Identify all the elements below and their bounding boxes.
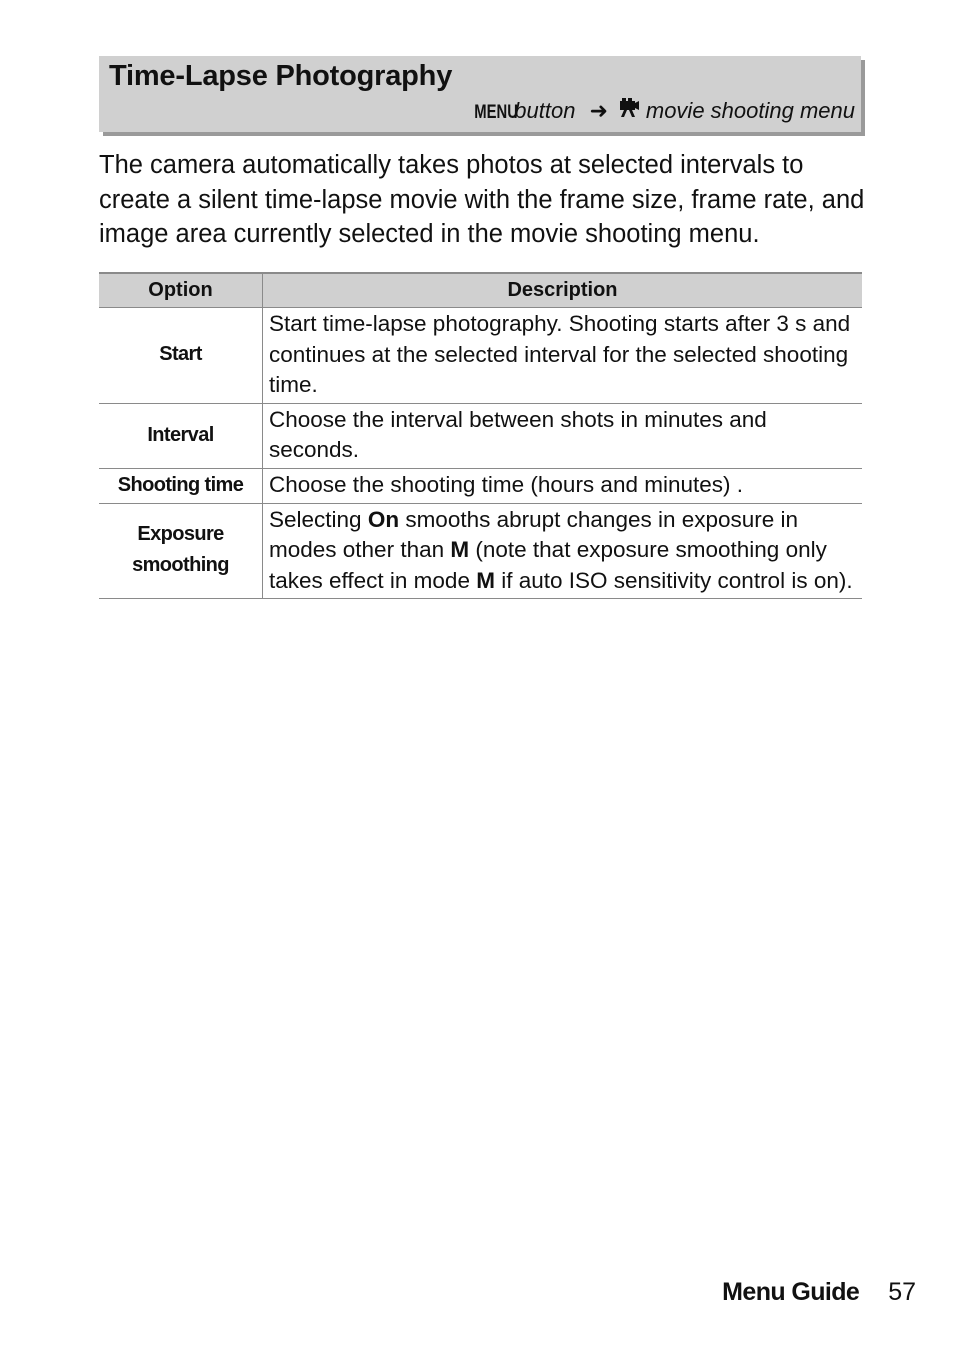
column-header-option: Option [99,273,263,308]
description-text: smooths abrupt changes in exposure in modes other than [269,506,799,562]
page-number: 57 [888,1278,916,1306]
option-name [99,503,263,599]
table-row-interval [99,403,862,468]
table-row-start [99,308,862,404]
table-row-exposure-smoothing [99,503,862,599]
page-footer [722,1278,916,1307]
page-title: Time-Lapse Photography [109,60,453,92]
column-header-description: Description [263,273,863,308]
description-bold-text: M [450,537,470,562]
footer-section-label: Menu Guide [722,1278,860,1306]
description-text: if auto ISO sensitivity control is on). [494,567,853,593]
option-name-line: Exposure [137,523,224,546]
table-row-shooting-time [99,468,862,503]
description-bold-text: M [476,567,495,593]
description-bold-text: On [367,506,400,532]
menu-button-key: MENU [474,102,519,123]
description-text: Selecting [269,506,368,532]
intro-paragraph: The camera automatically takes photos at selected intervals to create a silent time-lapse movie with the frame size, frame rate, and image area currently selected in the movie shooting menu. [99,151,865,248]
option-description: Start time-lapse photography. Shooting starts after 3 s and continues at the selected interval for the selected shooting time. [263,308,863,404]
option-name: Start [99,308,263,404]
option-name-line: smoothing [132,554,229,577]
option-description [263,503,863,599]
arrow-icon: ➜ [589,98,608,123]
section-header-box [99,56,861,132]
options-table [99,272,862,599]
option-name: Interval [99,403,263,468]
option-description: Choose the interval between shots in minutes and seconds. [263,403,863,468]
option-name: Shooting time [99,468,263,503]
description-text: (note that exposure smoothing only takes effect in mode [269,537,827,593]
menu-path-menu-label: movie shooting menu [645,98,855,123]
option-description: Choose the shooting time (hours and minutes) . [263,468,863,503]
menu-path [462,98,855,124]
table-header-row [99,273,862,308]
menu-path-button-label: button [514,98,576,123]
movie-camera-icon [618,98,640,124]
